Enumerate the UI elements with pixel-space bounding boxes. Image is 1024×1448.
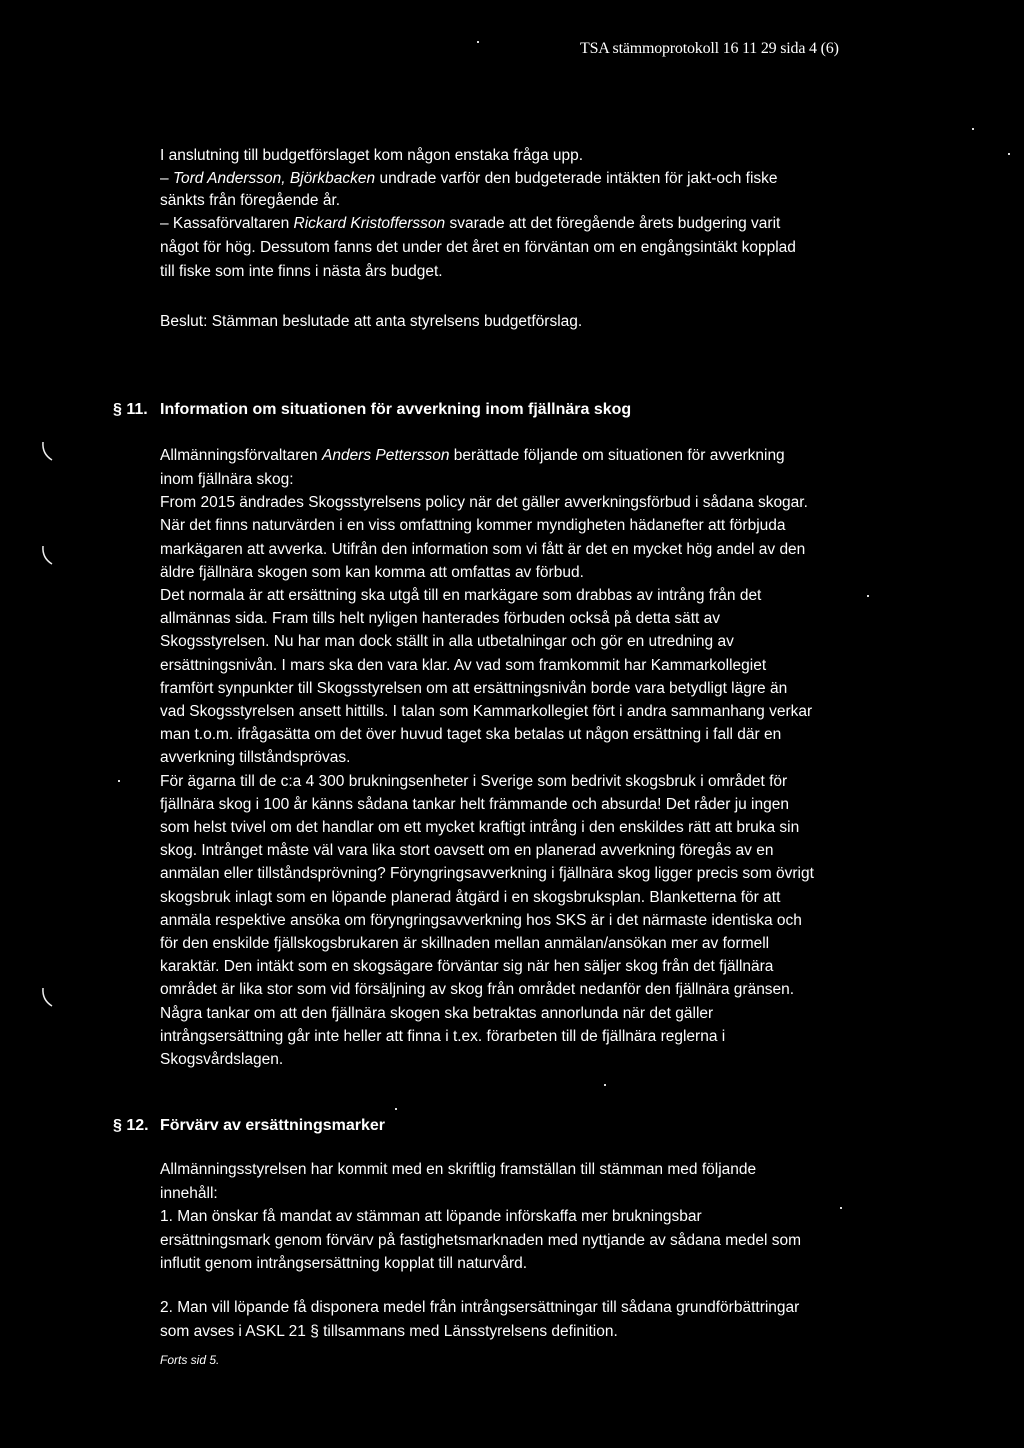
section-11-number: § 11. [113,401,148,418]
s11-line: allmännas sida. Fram tills helt nyligen hanterades förbuden också på detta sätt av [160,610,721,628]
s11-line: intrångsersättning går inte heller att finna i t.ex. förarbeten till de fjällnära reglerna i [160,1027,726,1045]
scan-speck [118,780,120,782]
scan-mark [40,440,54,462]
scan-speck [604,1084,606,1086]
section-12-number: § 12. [113,1117,149,1134]
s11-line: skogsbruk inlagt som en löpande planerad åtgärd i en skogsbruksplan. Blanketterna för att [160,888,781,906]
s12-line: innehåll: [160,1184,218,1202]
s11-line: anmäla respektive ansöka om föryngringsavverkning hos SKS är i det närmaste identiska och [160,911,802,929]
s12-line: influtit genom intrångsersättning kopplat till naturvård. [160,1255,528,1272]
budget-line-5: något för hög. Dessutom fanns det under det året en förväntan om en engångsintäkt kopplad [160,239,796,256]
s11-line: markägaren att avverka. Utifrån den information som vi fått är det en mycket hög andel av den [160,540,806,558]
s11-line: området är lika stor som vid försäljning av skog från området nedanför den fjällnära gränsen. [160,981,795,999]
section-11-title: Information om situationen för avverkning inom fjällnära skog [160,401,632,418]
budget-line-4 [160,214,780,234]
continued-note: Forts sid 5. [160,1353,220,1367]
s11-line: för den enskilde fjällskogsbrukaren är skillnaden mellan anmälan/ansökan mer av formell [160,935,770,952]
dash: – [160,170,173,187]
budget-line-1: I anslutning till budgetförslaget kom någon enstaka fråga upp. [160,147,584,164]
s11-line: anmälan eller tillståndsprövning? Föryngringsavverkning i fjällnära skog ligger precis som övrigt [160,865,814,883]
s11-line: äldre fjällnära skogen som kan komma att omfattas av förbud. [160,563,584,581]
s11-line: För ägarna till de c:a 4 300 brukningsenheter i Sverige som bedrivit skogsbruk i området för [160,772,788,790]
s11-line: Det normala är att ersättning ska utgå till en markägare som drabbas av intrång från det [160,587,762,604]
s11-line: ersättningsnivån. I mars ska den vara klar. Av vad som framkommit har Kammarkollegiet [160,656,767,674]
scan-speck [477,41,479,43]
s11-line: avverkning tillståndsprövas. [160,749,351,767]
scan-mark [40,986,54,1008]
s11-line-intro [160,446,785,466]
s12-line: Allmänningsstyrelsen har kommit med en skriftlig framställan till stämman med följande [160,1161,757,1178]
s11-line: inom fjällnära skog: [160,471,294,488]
s11-line: fjällnära skog i 100 år känns sådana tankar helt främmande och absurda! Det råder ju ingen [160,795,789,813]
person-name: Tord Andersson, Björkbacken [172,170,376,187]
text: svarade att det föregående årets budgering varit [445,215,781,232]
scan-mark [40,544,54,566]
s11-line: Skogsstyrelsen. Nu har man dock ställt in alla utbetalningar och gör en utredning av [160,633,734,651]
text: undrade varför den budgeterade intäkten för jakt-och fiske [375,170,778,187]
s11-line: karaktär. Den intäkt som en skogsägare förväntar sig när hen säljer skog från det fjällnära [160,958,774,976]
s11-line: vad Skogsstyrelsen ansett hittills. I talan som Kammarkollegiet fört i andra sammanhang verkar [160,703,813,720]
scan-speck [840,1207,842,1209]
person-name: Rickard Kristoffersson [293,215,446,232]
budget-line-3: sänkts från föregående år. [160,192,341,209]
s12b-line: 2. Man vill löpande få disponera medel från intrångsersättningar till sådana grundförbättringar [160,1299,800,1316]
scan-speck [395,1108,397,1110]
s11-line: Några tankar om att den fjällnära skogen ska betraktas annorlunda när det gäller [160,1004,714,1022]
budget-decision: Beslut: Stämman beslutade att anta styrelsens budgetförslag. [160,313,583,330]
budget-line-6: till fiske som inte finns i nästa års budget. [160,263,443,280]
s11-line: framfört synpunkter till Skogsstyrelsen om att ersättningsnivån borde vara betydligt lägre än [160,679,788,697]
person-name: Anders Pettersson [321,447,450,464]
s12b-line: som avses i ASKL 21 § tillsammans med Länsstyrelsens definition. [160,1323,618,1340]
scan-speck [1008,153,1010,155]
section-12-title: Förvärv av ersättningsmarker [160,1117,385,1134]
s11-line: När det finns naturvärden i en viss omfattning kommer myndigheten hädanefter att förbjuda [160,517,786,535]
s11-line: man t.o.m. ifrågasätta om det över huvud taget ska betalas ut någon ersättning i fall där en [160,726,782,744]
scan-speck [972,128,974,130]
s12-line: 1. Man önskar få mandat av stämman att löpande införskaffa mer brukningsbar [160,1208,702,1225]
s12-line: ersättningsmark genom förvärv på fastighetsmarknaden med nyttjande av sådana medel som [160,1231,802,1249]
s11-line: From 2015 ändrades Skogsstyrelsens policy när det gäller avverkningsförbud i sådana skogar. [160,494,808,512]
s11-line: skog. Intrånget måste väl vara lika stort oavsett om en planerad avverkning föregås av en [160,842,774,860]
s11-line: som helst tvivel om det handlar om ett mycket kraftigt intrång i den enskildes rätt att bruka sin [160,819,800,836]
page-header: TSA stämmoprotokoll 16 11 29 sida 4 (6) [580,40,839,57]
text: berättade följande om situationen för avverkning [449,447,785,464]
text: Allmänningsförvaltaren [160,447,322,464]
scan-speck [867,595,869,597]
s11-line: Skogsvårdslagen. [160,1051,284,1068]
text: – Kassaförvaltaren [160,215,294,232]
budget-line-2 [160,169,778,189]
